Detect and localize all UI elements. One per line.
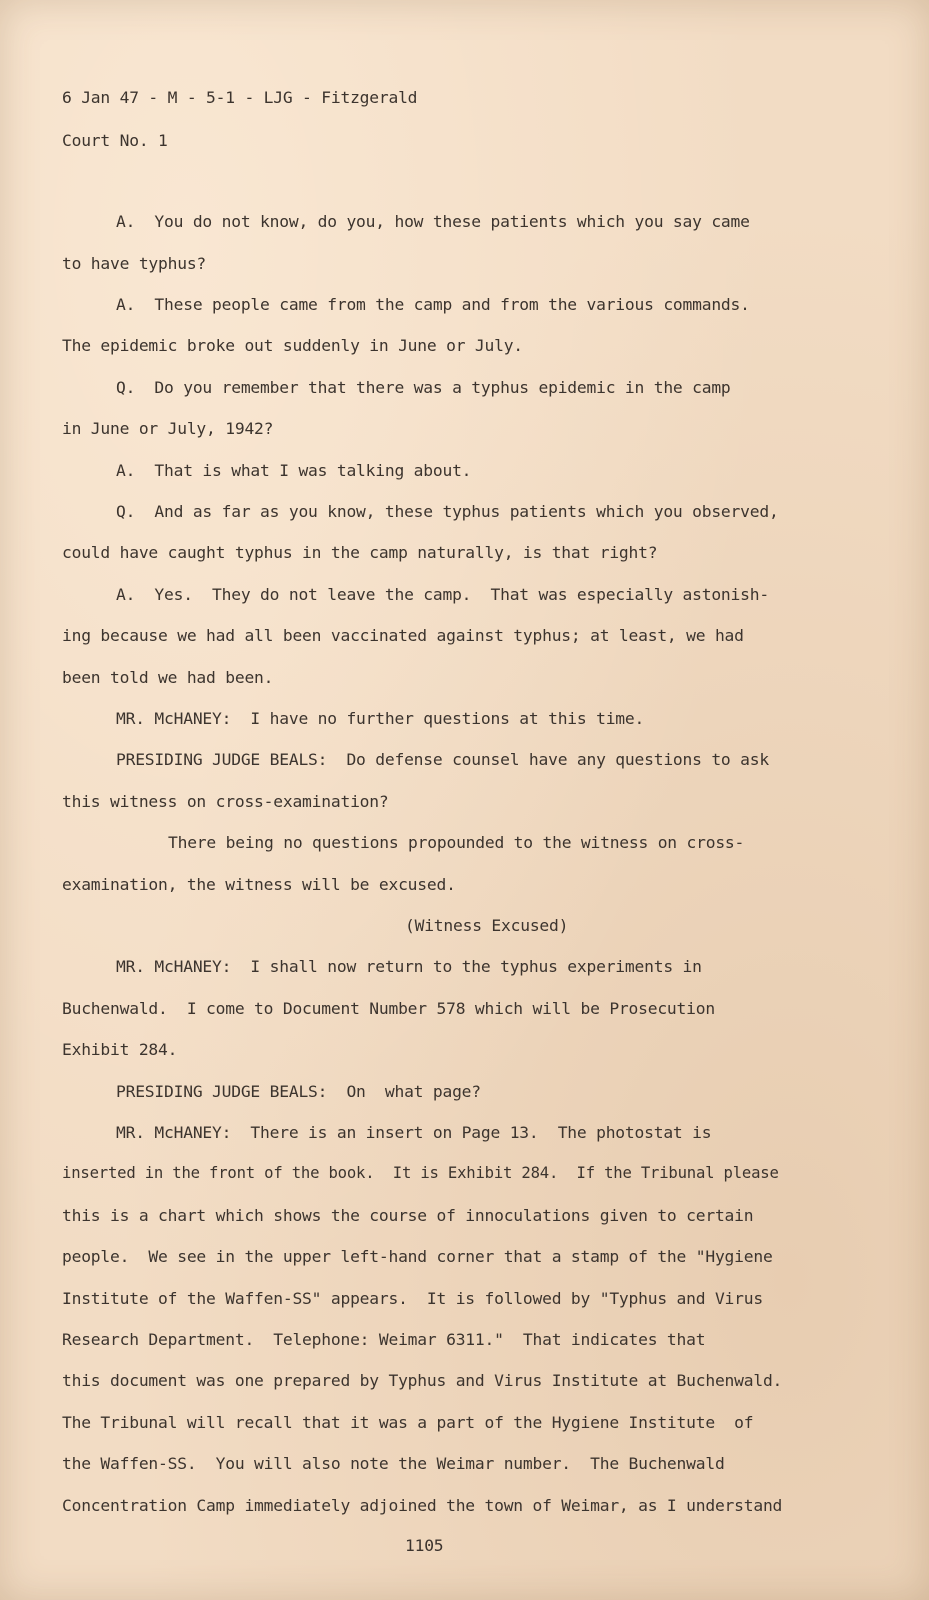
text-line: There being no questions propounded to the witness on cross- — [168, 833, 745, 852]
speaker-line: PRESIDING JUDGE BEALS: On what page? — [116, 1082, 481, 1101]
text-line: people. We see in the upper left-hand corner that a stamp of the "Hygiene — [62, 1247, 773, 1266]
speaker-line: PRESIDING JUDGE BEALS: Do defense counsel have any questions to ask — [116, 750, 769, 769]
question-line: Q. And as far as you know, these typhus patients which you observed, — [116, 502, 779, 521]
text-line: The Tribunal will recall that it was a part of the Hygiene Institute of — [62, 1413, 754, 1432]
text-line: Research Department. Telephone: Weimar 6311." That indicates that — [62, 1330, 706, 1349]
text-line: ing because we had all been vaccinated against typhus; at least, we had — [62, 626, 744, 645]
text-line: examination, the witness will be excused. — [62, 875, 456, 894]
case-header: 6 Jan 47 - M - 5-1 - LJG - Fitzgerald — [62, 88, 418, 107]
court-number: Court No. 1 — [62, 131, 168, 150]
witness-excused-note: (Witness Excused) — [405, 916, 569, 935]
answer-line: A. Yes. They do not leave the camp. That was especially astonish- — [116, 585, 769, 604]
question-line: Q. Do you remember that there was a typhus epidemic in the camp — [116, 378, 731, 397]
text-line: Buchenwald. I come to Document Number 578 which will be Prosecution — [62, 999, 715, 1018]
text-line: the Waffen-SS. You will also note the Weimar number. The Buchenwald — [62, 1454, 725, 1473]
speaker-line: MR. McHANEY: I shall now return to the typhus experiments in — [116, 957, 702, 976]
page-number: 1105 — [405, 1536, 444, 1555]
text-line: The epidemic broke out suddenly in June or July. — [62, 336, 523, 355]
text-line: been told we had been. — [62, 668, 274, 687]
speaker-line: MR. McHANEY: There is an insert on Page 13. The photostat is — [116, 1123, 712, 1142]
text-line: Exhibit 284. — [62, 1040, 178, 1059]
text-line: this is a chart which shows the course of innoculations given to certain — [62, 1206, 754, 1225]
text-line: in June or July, 1942? — [62, 419, 274, 438]
text-line: this witness on cross-examination? — [62, 792, 389, 811]
text-line: Concentration Camp immediately adjoined the town of Weimar, as I understand — [62, 1496, 783, 1515]
text-line: could have caught typhus in the camp naturally, is that right? — [62, 543, 658, 562]
answer-line: A. That is what I was talking about. — [116, 461, 472, 480]
answer-line: A. These people came from the camp and from the various commands. — [116, 295, 750, 314]
text-line: inserted in the front of the book. It is Exhibit 284. If the Tribunal please — [62, 1164, 779, 1182]
text-line: this document was one prepared by Typhus and Virus Institute at Buchenwald. — [62, 1371, 783, 1390]
speaker-line: MR. McHANEY: I have no further questions at this time. — [116, 709, 645, 728]
text-line: Institute of the Waffen-SS" appears. It is followed by "Typhus and Virus — [62, 1289, 763, 1308]
answer-line: A. You do not know, do you, how these patients which you say came — [116, 212, 750, 231]
text-line: to have typhus? — [62, 254, 207, 273]
